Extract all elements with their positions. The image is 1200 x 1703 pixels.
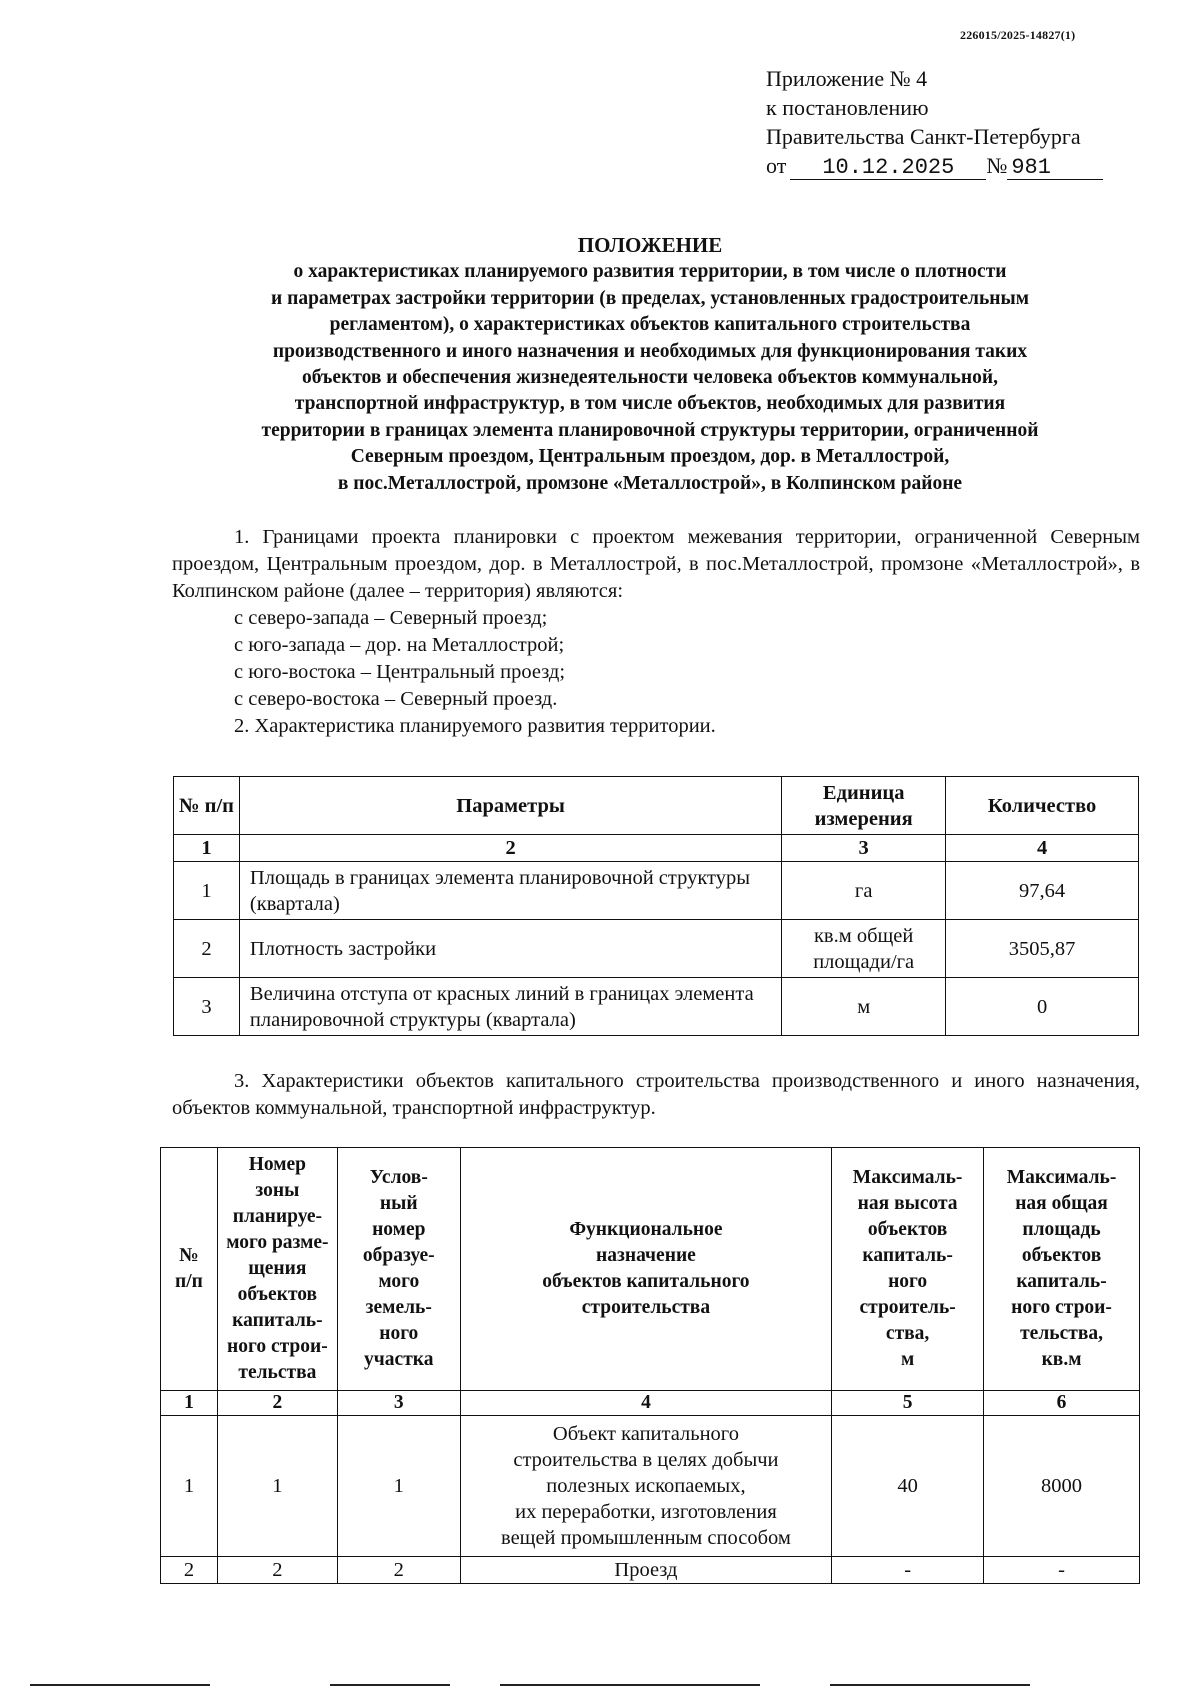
header-text: Услов- ный номер образуе- мого земель- ного участка (362, 1167, 435, 1370)
footer-rule (330, 1684, 450, 1686)
table-row (174, 862, 1139, 920)
territory-characteristics-table (173, 776, 1139, 1036)
header-cell: Единица измерения (782, 777, 946, 835)
index-cell: 4 (946, 835, 1139, 862)
boundary-item: с юго-запада – дор. на Металлострой; (234, 634, 565, 656)
resolution-number: 981 (1007, 157, 1103, 180)
index-cell: 2 (239, 835, 781, 862)
row-unit: кв.м общей площади/га (782, 920, 946, 978)
index-cell: 4 (460, 1391, 831, 1416)
section-2-text: 2. Характеристика планируемого развития территории. (234, 715, 716, 737)
row-parameter: Плотность застройки (239, 920, 781, 978)
boundary-item: с юго-востока – Центральный проезд; (234, 661, 566, 683)
section-1-text: 1. Границами проекта планировки с проектом межевания территории, ограниченной Северным проездом, Центральным проездом, дор. в Металлострой, в пос.Металлострой, промзоне «Металлострой», в Колпинском районе (далее – территория) являются: (172, 526, 1140, 602)
footer-rules (30, 1684, 1180, 1688)
row-quantity: 0 (946, 978, 1139, 1036)
registration-stamp: 226015/2025-14827(1) (960, 28, 1076, 42)
row-purpose: Проезд (460, 1557, 831, 1584)
index-cell: 1 (161, 1391, 218, 1416)
title-line: в пос.Металлострой, промзоне «Металлострой», в Колпинском районе (337, 472, 963, 494)
row-quantity: 97,64 (946, 862, 1139, 920)
row-quantity: 3505,87 (946, 920, 1139, 978)
column-index-row (161, 1391, 1140, 1416)
row-unit: м (782, 978, 946, 1036)
title-main: ПОЛОЖЕНИЕ (577, 233, 723, 257)
section-1 (172, 524, 1140, 740)
row-plot: 2 (337, 1557, 460, 1584)
appendix-date-line (766, 151, 1103, 180)
table-header-row (174, 777, 1139, 835)
header-cell (832, 1148, 984, 1391)
title-line: производственного и иного назначения и необходимых для функционирования таких (272, 340, 1028, 362)
title-line: и параметрах застройки территории (в пределах, установленных градостроительным (270, 287, 1030, 309)
footer-rule (830, 1684, 1030, 1686)
row-purpose-cell (460, 1416, 831, 1557)
row-area: 8000 (984, 1416, 1140, 1557)
row-number: 3 (174, 978, 240, 1036)
number-label: № (986, 153, 1008, 178)
header-cell: № п/п (174, 777, 240, 835)
header-cell (337, 1148, 460, 1391)
appendix-header (766, 64, 1103, 180)
title-line: территории в границах элемента планировочной структуры территории, ограниченной (261, 419, 1039, 441)
title-line: объектов и обеспечения жизнедеятельности человека объектов коммунальной, (302, 367, 998, 389)
appendix-line-1: Приложение № 4 (766, 66, 928, 91)
row-purpose: Объект капитального строительства в целях добычи полезных ископаемых, их переработки, изготовления вещей промышленным способом (501, 1423, 791, 1549)
row-number: 2 (174, 920, 240, 978)
table-row (161, 1416, 1140, 1557)
table-header-row (161, 1148, 1140, 1391)
index-cell: 3 (782, 835, 946, 862)
title-line: транспортной инфраструктур, в том числе объектов, необходимых для развития (294, 393, 1006, 415)
header-cell (460, 1148, 831, 1391)
resolution-date: 10.12.2025 (790, 157, 986, 180)
header-text: Функциональное назначение объектов капитального строительства (542, 1219, 750, 1318)
section-3-text: 3. Характеристики объектов капитального строительства производственного и иного назначения, объектов коммунальной, транспортной инфраструктур. (172, 1070, 1140, 1119)
title-line: Северным проездом, Центральным проездом, дор. в Металлострой, (350, 446, 950, 468)
table-row (161, 1557, 1140, 1584)
row-number: 2 (161, 1557, 218, 1584)
index-cell: 2 (217, 1391, 337, 1416)
header-cell: Количество (946, 777, 1139, 835)
row-parameter: Площадь в границах элемента планировочной структуры (квартала) (239, 862, 781, 920)
row-number: 1 (161, 1416, 218, 1557)
header-text: № п/п (175, 1245, 203, 1292)
table-row (174, 920, 1139, 978)
index-cell: 6 (984, 1391, 1140, 1416)
document-title (160, 232, 1140, 497)
appendix-line-2: к постановлению (766, 95, 929, 120)
column-index-row (174, 835, 1139, 862)
header-cell (984, 1148, 1140, 1391)
index-cell: 1 (174, 835, 240, 862)
row-zone: 1 (217, 1416, 337, 1557)
index-cell: 5 (832, 1391, 984, 1416)
title-line: о характеристиках планируемого развития территории, в том числе о плотности (293, 261, 1007, 283)
row-unit: га (782, 862, 946, 920)
index-cell: 3 (337, 1391, 460, 1416)
from-label: от (766, 153, 787, 178)
footer-rule (30, 1684, 210, 1686)
capital-construction-table (160, 1147, 1140, 1584)
row-number: 1 (174, 862, 240, 920)
row-zone: 2 (217, 1557, 337, 1584)
header-text: Максималь- ная высота объектов капиталь- ного строитель- ства, м (852, 1167, 963, 1370)
boundary-item: с северо-востока – Северный проезд. (234, 688, 558, 710)
title-line: регламентом), о характеристиках объектов капитального строительства (329, 314, 971, 336)
table-row (174, 978, 1139, 1036)
header-cell (217, 1148, 337, 1391)
row-height: - (832, 1557, 984, 1584)
appendix-line-3: Правительства Санкт-Петербурга (766, 124, 1081, 149)
section-3 (172, 1068, 1140, 1122)
header-cell (161, 1148, 218, 1391)
header-text: Номер зоны планируе- мого разме- щения объектов капиталь- ного строи- тельства (226, 1154, 329, 1383)
header-text: Максималь- ная общая площадь объектов капиталь- ного строи- тельства, кв.м (1006, 1167, 1117, 1370)
boundary-item: с северо-запада – Северный проезд; (234, 607, 548, 629)
header-cell: Параметры (239, 777, 781, 835)
row-parameter: Величина отступа от красных линий в границах элемента планировочной структуры (квартала) (239, 978, 781, 1036)
row-area: - (984, 1557, 1140, 1584)
footer-rule (500, 1684, 760, 1686)
row-plot: 1 (337, 1416, 460, 1557)
row-height: 40 (832, 1416, 984, 1557)
